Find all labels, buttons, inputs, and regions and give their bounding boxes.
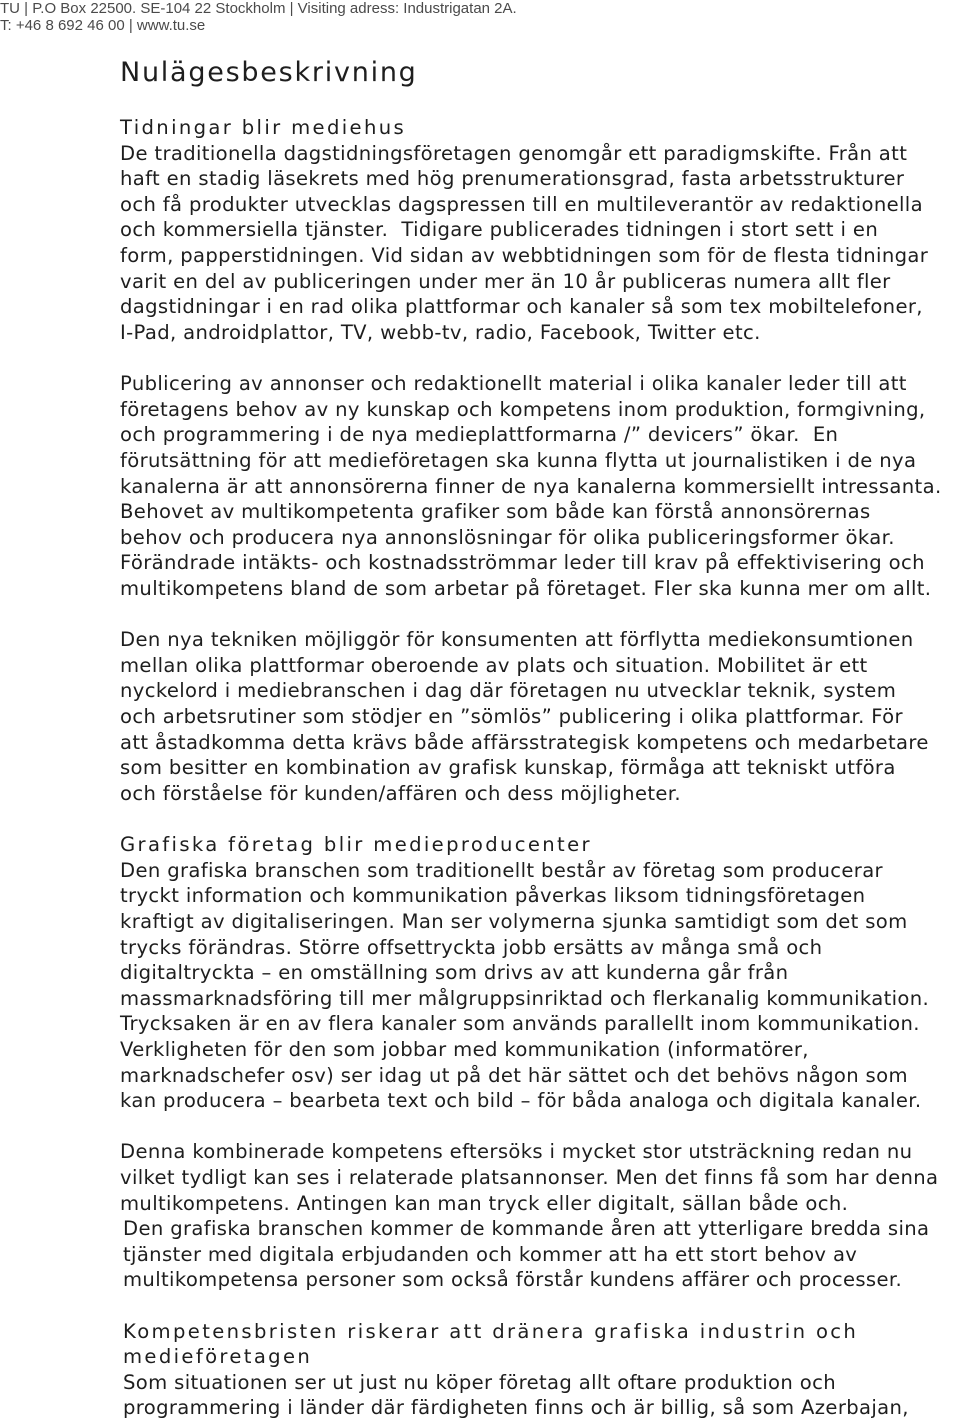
text-line: Den nya tekniken möjliggör för konsumenten att förflytta mediekonsumtionen: [120, 628, 914, 652]
section-kompetensbristen: [120, 1319, 956, 1421]
text-line: Den grafiska branschen kommer de kommande åren att ytterligare bredda sina: [123, 1217, 930, 1241]
text-line: Publicering av annonser och redaktionellt material i olika kanaler leder till att: [120, 372, 907, 396]
text-line: programmering i länder där färdigheten finns och är billig, så som Azerbajan,: [123, 1396, 909, 1420]
paragraph: [120, 858, 956, 1114]
text-line: tjänster med digitala erbjudanden och kommer att ha ett stort behov av: [123, 1242, 858, 1266]
text-line: kraftigt av digitaliseringen. Man ser volymerna sjunka samtidigt som det som: [120, 909, 908, 933]
text-line: mellan olika plattformar oberoende av plats och situation. Mobilitet är ett: [120, 653, 868, 677]
page-title: Nulägesbeskrivning: [120, 57, 418, 88]
text-line: multikompetensa personer som också förstår kundens affärer och processer.: [123, 1268, 903, 1292]
heading-line: Kompetensbristen riskerar att dränera grafiska industrin och: [123, 1319, 859, 1343]
text-line: kan producera – bearbeta text och bild – för båda analoga och digitala kanaler.: [120, 1089, 922, 1113]
text-line: och programmering i de nya medieplattformarna /” devicers” ökar. En: [120, 423, 839, 447]
text-line: massmarknadsföring till mer målgruppsinriktad och flerkanalig kommunikation.: [120, 986, 930, 1010]
text-line: kanalerna är att annonsörerna finner de nya kanalerna kommersiellt intressanta.: [120, 474, 942, 498]
text-line: Trycksaken är en av flera kanaler som används parallellt inom kommunikation.: [120, 1012, 920, 1036]
text-line: Den grafiska branschen som traditionellt består av företag som producerar: [120, 858, 883, 882]
text-line: I-Pad, androidplattor, TV, webb-tv, radio, Facebook, Twitter etc.: [120, 320, 761, 344]
text-line: företagens behov av ny kunskap och kompetens inom produktion, formgivning,: [120, 397, 926, 421]
text-line: Denna kombinerade kompetens eftersöks i mycket stor utsträckning redan nu: [120, 1140, 913, 1164]
heading-line: Grafiska företag blir medieproducenter: [120, 833, 592, 857]
text-line: nyckelord i mediebranschen i dag där företagen nu utvecklar teknik, system: [120, 679, 897, 703]
text-line: form, papperstidningen. Vid sidan av webbtidningen som för de flesta tidningar: [120, 244, 929, 268]
document-body: [120, 115, 956, 1421]
letterhead-address: TU | P.O Box 22500. SE-104 22 Stockholm | Visiting adress: Industrigatan 2A.: [0, 0, 517, 17]
text-line: trycks förändras. Större offsettryckta jobb ersätts av många små och: [120, 935, 823, 959]
text-line: haft en stadig läsekrets med hög prenumerationsgrad, fasta arbetsstrukturer: [120, 167, 905, 191]
text-line: och arbetsrutiner som stödjer en ”sömlös” publicering i olika plattformar. För: [120, 705, 903, 729]
paragraph: [120, 1216, 956, 1293]
text-line: dagstidningar i en rad olika plattformar och kanaler så som tex mobiltelefoner,: [120, 295, 923, 319]
text-line: behov och producera nya annonslösningar för olika publiceringsformer ökar.: [120, 525, 895, 549]
paragraph: [120, 141, 956, 346]
text-line: förutsättning för att medieföretagen ska kunna flytta ut journalistiken i de nya: [120, 448, 917, 472]
text-line: och få produkter utvecklas dagspressen till en multileverantör av redaktionella: [120, 192, 923, 216]
letterhead-contact: T: +46 8 692 46 00 | www.tu.se: [0, 17, 206, 34]
text-line: Förändrade intäkts- och kostnadsströmmar leder till krav på effektivisering och: [120, 551, 925, 575]
text-line: multikompetens bland de som arbetar på företaget. Fler ska kunna mer om allt.: [120, 576, 932, 600]
text-line: att åstadkomma detta krävs både affärsstrategisk kompetens och medarbetare: [120, 730, 929, 754]
text-line: digitaltryckta – en omställning som drivs av att kunderna går från: [120, 961, 789, 985]
letterhead: [0, 0, 517, 34]
text-line: tryckt information och kommunikation påverkas liksom tidningsföretagen: [120, 884, 866, 908]
section-heading: [120, 115, 956, 141]
text-line: varit en del av publiceringen under mer än 10 år publiceras numera allt fler: [120, 269, 891, 293]
section-grafiska-foretag: [120, 832, 956, 1293]
heading-line: medieföretagen: [123, 1345, 313, 1369]
text-line: Behovet av multikompetenta grafiker som både kan förstå annonsörernas: [120, 500, 871, 524]
paragraph: [120, 1370, 956, 1421]
paragraph: [120, 371, 956, 601]
text-line: och kommersiella tjänster. Tidigare publicerades tidningen i stort sett i en: [120, 218, 879, 242]
text-line: som besitter en kombination av grafisk kunskap, förmåga att tekniskt utföra: [120, 756, 896, 780]
paragraph: [120, 1139, 956, 1216]
text-line: multikompetens. Antingen kan man tryck eller digitalt, sällan både och.: [120, 1191, 849, 1215]
text-line: marknadschefer osv) ser idag ut på det här sättet och det behövs någon som: [120, 1063, 908, 1087]
text-line: Som situationen ser ut just nu köper företag allt oftare produktion och: [123, 1370, 836, 1394]
section-heading: [120, 832, 956, 858]
section-heading: [120, 1319, 956, 1370]
section-tidningar-blir-mediehus: [120, 115, 956, 806]
text-line: och förståelse för kunden/affären och dess möjligheter.: [120, 781, 681, 805]
heading-line: Tidningar blir mediehus: [120, 116, 407, 139]
paragraph: [120, 627, 956, 806]
text-line: De traditionella dagstidningsföretagen genomgår ett paradigmskifte. Från att: [120, 141, 908, 165]
text-line: vilket tydligt kan ses i relaterade platsannonser. Men det finns få som har denna: [120, 1165, 939, 1189]
text-line: Verkligheten för den som jobbar med kommunikation (informatörer,: [120, 1037, 809, 1061]
